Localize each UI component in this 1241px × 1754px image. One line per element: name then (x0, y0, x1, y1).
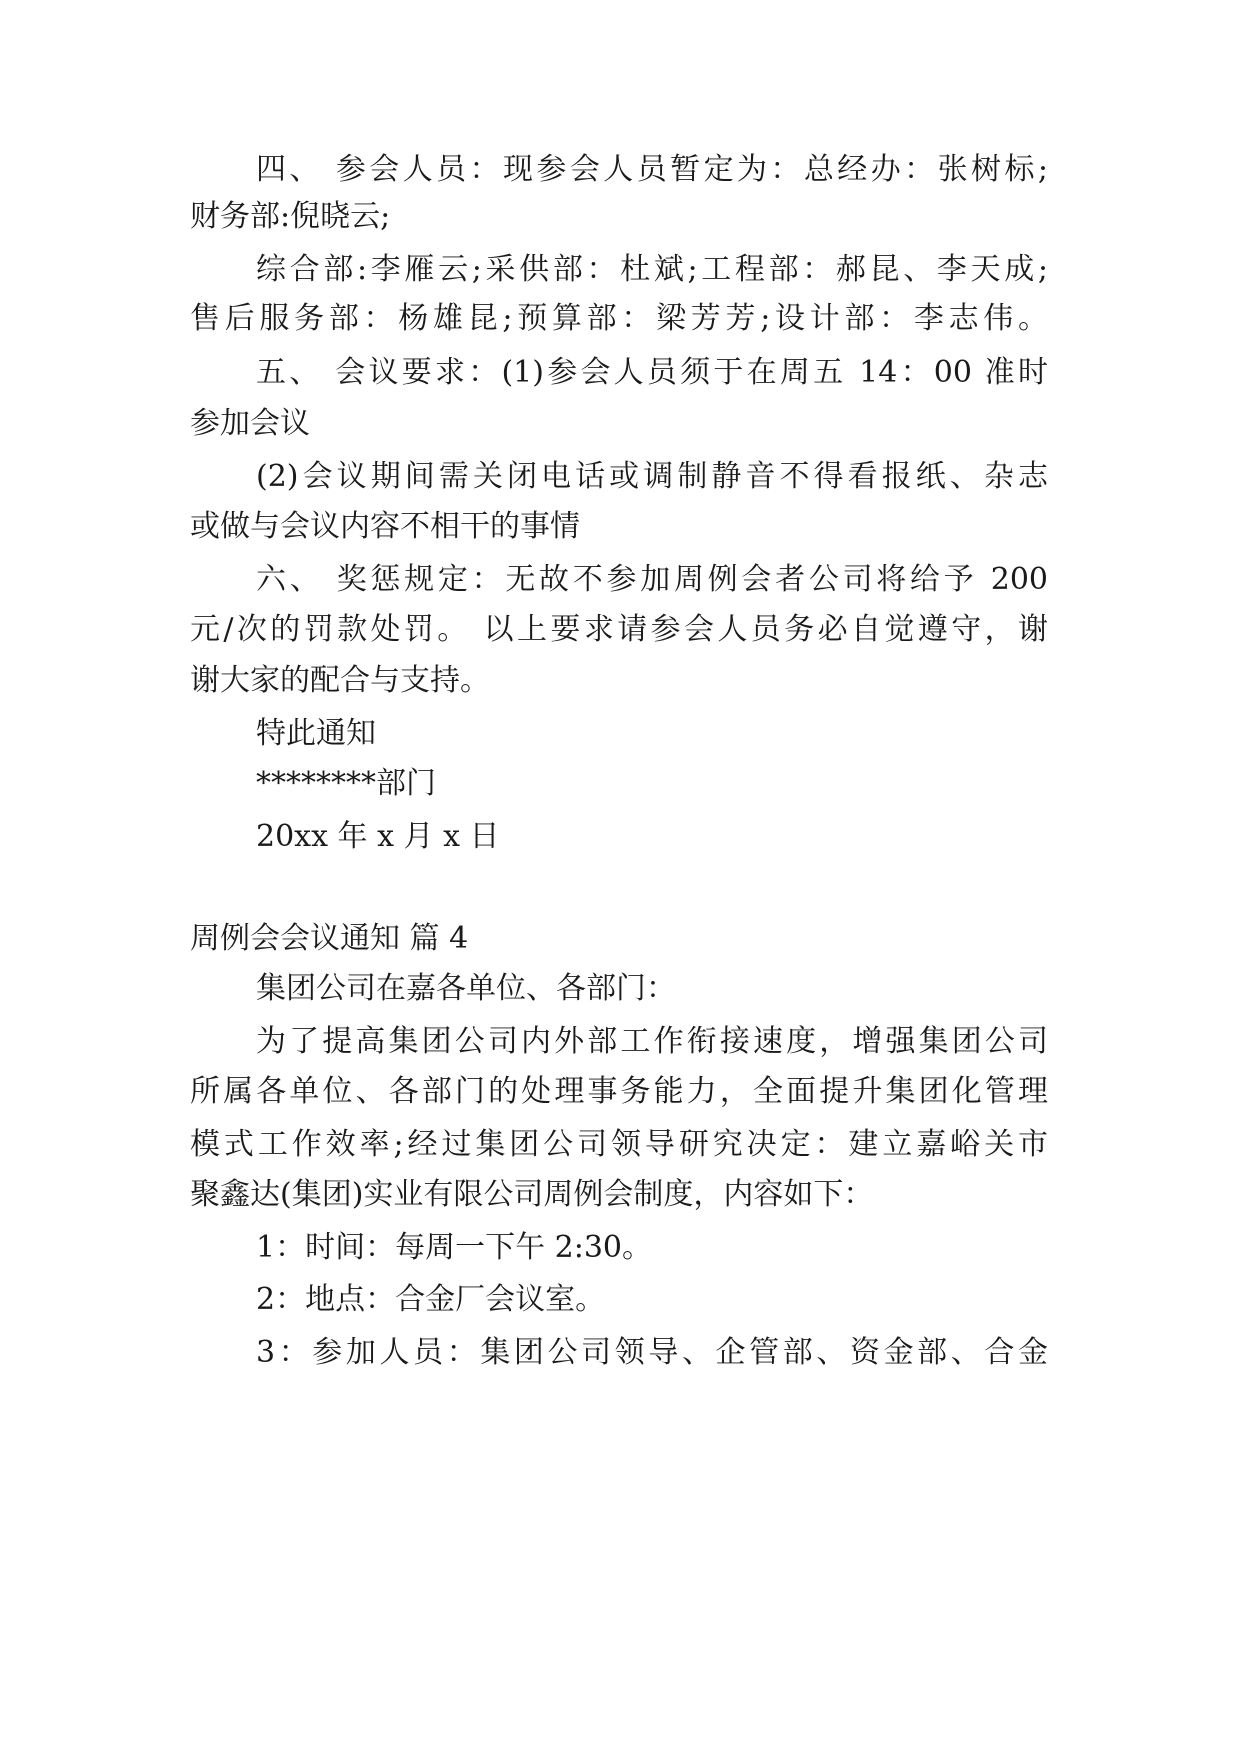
text-line: ********部门 (256, 766, 436, 801)
text-line: 20xx 年 x 月 x 日 (256, 819, 500, 854)
text-line: 售后服务部：杨雄昆;预算部：梁芳芳;设计部：李志伟。 (190, 301, 1048, 336)
text-line: (2)会议期间需关闭电话或调制静音不得看报纸、杂志 (256, 459, 1048, 494)
text-line: 五、 会议要求：(1)参会人员须于在周五 14：00 准时 (256, 355, 1048, 390)
text-line: 或做与会议内容不相干的事情 (190, 509, 580, 544)
text-line: 四、 参会人员：现参会人员暂定为：总经办：张树标; (256, 152, 1048, 187)
text-line: 1：时间：每周一下午 2:30。 (256, 1230, 652, 1265)
text-line: 3：参加人员：集团公司领导、企管部、资金部、合金 (256, 1335, 1048, 1370)
text-line: 周例会会议通知 篇 4 (190, 921, 469, 956)
text-line: 元/次的罚款处罚。 以上要求请参会人员务必自觉遵守，谢 (190, 612, 1048, 647)
text-line: 聚鑫达(集团)实业有限公司周例会制度，内容如下： (190, 1177, 874, 1212)
text-line: 谢大家的配合与支持。 (190, 663, 490, 698)
text-line: 为了提高集团公司内外部工作衔接速度，增强集团公司 (256, 1024, 1048, 1059)
text-line: 模式工作效率;经过集团公司领导研究决定：建立嘉峪关市 (190, 1127, 1048, 1162)
text-line: 所属各单位、各部门的处理事务能力，全面提升集团化管理 (190, 1074, 1048, 1109)
text-line: 2：地点：合金厂会议室。 (256, 1282, 606, 1317)
text-line: 特此通知 (256, 716, 376, 751)
text-line: 财务部:倪晓云; (190, 199, 391, 234)
text-line: 六、 奖惩规定：无故不参加周例会者公司将给予 200 (256, 562, 1048, 597)
text-line: 参加会议 (190, 406, 310, 441)
text-line: 综合部:李雁云;采供部：杜斌;工程部：郝昆、李天成; (256, 252, 1048, 287)
text-line: 集团公司在嘉各单位、各部门： (256, 971, 676, 1006)
